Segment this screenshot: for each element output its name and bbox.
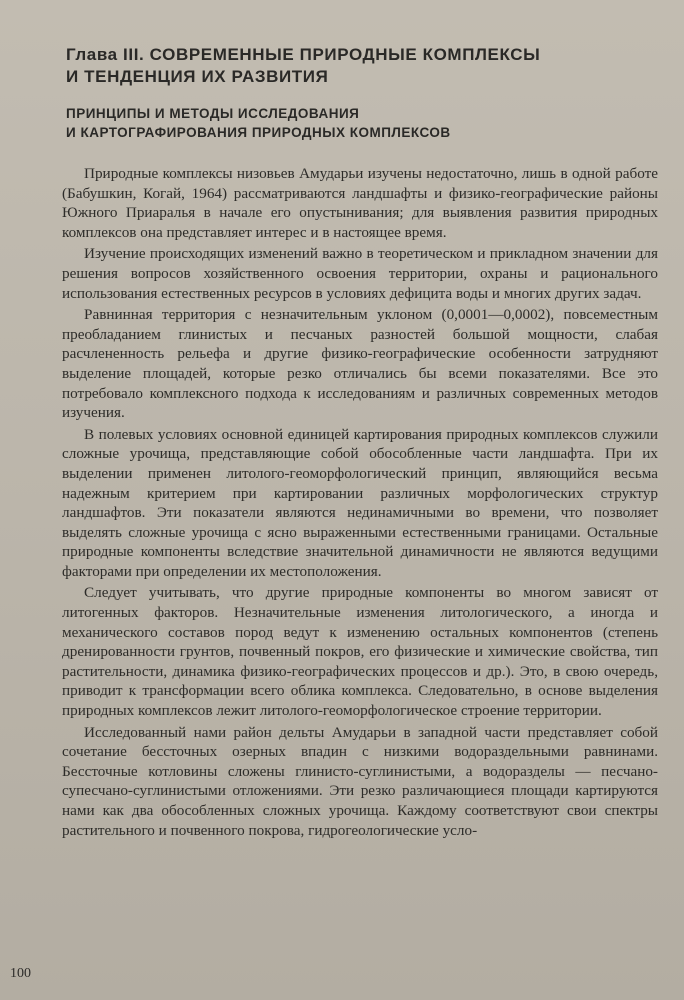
paragraph-6: Исследованный нами район дельты Амударьи в западной части представляет собой сочетание бессточных озерных впадин с низкими водораздельными равнинами. Бессточные котловины сложены глинисто-суглинистыми, а водоразделы — песчано-супесчано-суглинистыми отложениями. Эти резко различающиеся площади картируются нами как два обособленных сложных урочища. Каждому соответствуют свои спектры растительного и почвенного покрова, гидрогеологические усло- (62, 723, 658, 839)
paragraph-5: Следует учитывать, что другие природные компоненты во многом зависят от литогенных факторов. Незначительные изменения литологического, а иногда и механического составов пород ведут к изменению остальных компонентов (степень дренированности грунтов, почвенный покров, его физические и химические свойства, тип растительности, динамика физико-географических процессов и др.). Это, в свою очередь, приводит к трансформации всего облика комплекса. Следовательно, в основе выделения природных комплексов лежит литолого-геоморфологическое строение территории. (62, 584, 658, 720)
paragraph-4: В полевых условиях основной единицей картирования природных комплексов служили сложные урочища, представляющие собой обособленные части ландшафта. При их выделении применен литолого-геоморфологический принцип, являющийся весьма надежным критерием при картировании различных морфологических структур ландшафтов. Эти показатели являются нединамичными во времени, что позволяет выделять сложные урочища с ясно выраженными естественными границами. Остальные природные компоненты вследствие значительной динамичности не являются ведущими факторами при определении их местоположения. (62, 425, 658, 580)
page-number: 100 (10, 966, 31, 981)
paragraph-3: Равнинная территория с незначительным уклоном (0,0001—0,0002), повсеместным преобладанием глинистых и песчаных разностей большой мощности, слабая расчлененность рельефа и другие физико-географические особенности затрудняют выделение площадей, которые резко отличались бы всеми показателями. Все это потребовало комплексного подхода к исследованиям и различных современных методов изучения. (62, 306, 658, 422)
chapter-title: Глава III. СОВРЕМЕННЫЕ ПРИРОДНЫЕ КОМПЛЕКСЫ И ТЕНДЕНЦИЯ ИХ РАЗВИТИЯ (66, 45, 541, 86)
page-content (62, 44, 658, 842)
section-title: ПРИНЦИПЫ И МЕТОДЫ ИССЛЕДОВАНИЯ И КАРТОГРАФИРОВАНИЯ ПРИРОДНЫХ КОМПЛЕКСОВ (66, 106, 451, 140)
paragraph-2: Изучение происходящих изменений важно в теоретическом и прикладном значении для решения вопросов хозяйственного освоения территории, охраны и рационального использования естественных ресурсов в условиях дефицита воды и многих других задач. (62, 245, 658, 302)
paragraph-1: Природные комплексы низовьев Амударьи изучены недостаточно, лишь в одной работе (Бабушкин, Когай, 1964) рассматриваются ландшафты и физико-географические районы Южного Приаралья в начале его опустынивания; для выявления развития природных комплексов она представляет интерес и в настоящее время. (62, 165, 658, 241)
